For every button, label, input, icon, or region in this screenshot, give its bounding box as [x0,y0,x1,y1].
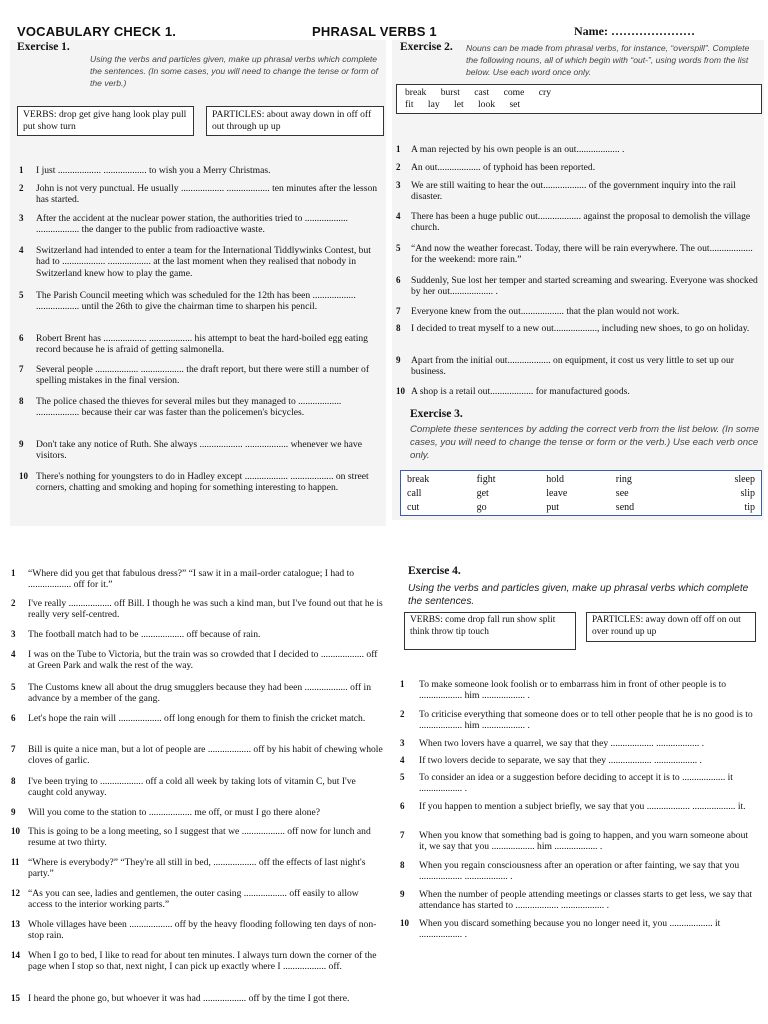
exercise-3-question: 12 “As you can see, ladies and gentlemen, the outer casing .................. off easily to allow access to the interior working parts.” [11,888,359,911]
verb-word: leave [546,488,568,499]
exercise-3-question: 3 The football match had to be .................. off because of rain. [11,629,261,640]
exercise-1-question: 4 Switzerland had intended to enter a team for the International Tiddlywinks Contest, but had to .................. .................. at the last moment when they realised that nobody in Switzerland knew how to play the game. [19,245,371,279]
exercise-4-question: 9 When the number of people attending meetings or classes starts to get less, we say that attendance has started to .................. .................. . [400,889,753,912]
verb-word: see [615,488,629,499]
exercise-3-question: 10 This is going to be a long meeting, so I suggest that we .................. off now for lunch and resume at two thirty. [11,826,371,849]
exercise-2-question: 4 There has been a huge public out.................. against the proposal to demolish the village church. [396,211,751,234]
exercise-4-question: 3 When two lovers have a quarrel, we say that they .................. .................. . [400,738,705,749]
exercise-3-question: 7 Bill is quite a nice man, but a lot of people are .................. off by his habit of chewing whole cloves of garlic. [11,744,383,767]
exercise-4-instructions: Using the verbs and particles given, make up phrasal verbs which complete the sentences. [408,583,749,607]
exercise-2-question: 10 A shop is a retail out.................. for manufactured goods. [396,386,630,397]
exercise-3-question: 2 I've really .................. off Bill. I though he was such a kind man, but I've found out that he is really very self-centred. [11,598,383,621]
exercise-2-question: 7 Everyone knew from the out.................. that the plan would not work. [396,306,680,317]
verb-word: ring [615,474,632,485]
exercise-4-question: 7 When you know that something bad is going to happen, and you warn someone about it, we say that you .................. him .................. . [400,830,749,853]
exercise-4-title: Exercise 4. [408,565,461,577]
verb-word: fight [476,474,496,485]
exercise-1-question: 8 The police chased the thieves for several miles but they managed to .................. .................. because their car was faster than the policemen's bicycles. [19,396,342,419]
worksheet-subtitle: PHRASAL VERBS 1 [312,24,437,39]
exercise-1-question: 3 After the accident at the nuclear power station, the authorities tried to .................. .................. the danger to the public from radioactive waste. [19,213,348,236]
exercise-3-question: 5 The Customs knew all about the drug smugglers because they had been .................. off in advance by a member of the gang. [11,682,371,705]
exercise-3-question: 8 I've been trying to .................. off a cold all week by taking lots of vitamin C, but I've caught cold anyway. [11,776,356,799]
exercise-4-question: 4 If two lovers decide to separate, we say that they .................. .................. . [400,755,702,766]
verb-word: go [476,502,487,513]
exercise-1-question: 7 Several people .................. .................. the draft report, but there were still a number of spelling mistakes in the final version. [19,364,370,387]
exercise-3-question: 4 I was on the Tube to Victoria, but the train was so crowded that I decided to .................. off at Green Park and walk the rest of the way. [11,649,378,672]
exercise-3-question: 6 Let's hope the rain will .................. off long enough for them to finish the cricket match. [11,713,366,724]
exercise-4-question: 6 If you happen to mention a subject briefly, we say that you .................. .................. it. [400,801,746,812]
name-field: Name: ………………… [574,24,695,38]
verb-word: get [476,488,489,499]
exercise-2-question: 8 I decided to treat myself to a new out.................., including new shoes, to go on holiday. [396,323,750,334]
exercise-1-question: 6 Robert Brent has .................. .................. his attempt to beat the hard-boiled egg eating record because he is afraid of getting salmonella. [19,333,368,356]
exercise-4-question: 5 To consider an idea or a suggestion before deciding to accept it is to .................. it .................. . [400,772,733,795]
exercise-3-question: 15 I heard the phone go, but whoever it was had .................. off by the time I got there. [11,993,350,1004]
exercise-3-question: 14 When I go to bed, I like to read for about ten minutes. I always turn down the corner of the page when I stop so that, next night, I can pick up exactly where I .................. off. [11,950,377,973]
exercise-1-verbs-box: VERBS: drop get give hang look play pull put show turn [17,106,194,136]
verb-word: slip [740,488,755,499]
exercise-4-particles-box: PARTICLES: away down off off on out over round up up [586,612,756,642]
exercise-2-question: 2 An out.................. of typhoid has been reported. [396,162,596,173]
exercise-2-instructions: Nouns can be made from phrasal verbs, for instance, “overspill”. Complete the following nouns, all of which begin with “out-”, using words from the list below. Use each word once only. [466,43,750,77]
exercise-1-question: 2 John is not very punctual. He usually .................. .................. ten minutes after the lesson has started. [19,183,378,206]
exercise-1-question: 9 Don't take any notice of Ruth. She always .................. .................. whenever we have visitors. [19,439,362,462]
word-box-line: break burst cast come cry [405,87,551,98]
exercise-3-question: 11 “Where is everybody?” “They're all still in bed, .................. off the effects of last night's party.” [11,857,366,880]
exercise-1-particles-box: PARTICLES: about away down in off off out through up up [206,106,384,136]
exercise-3-question: 13 Whole villages have been .................. off by the heavy flooding following ten days of non-stop rain. [11,919,377,942]
exercise-2-question: 6 Suddenly, Sue lost her temper and started screaming and swearing. Everyone was shocked by her out.................. . [396,275,758,298]
exercise-3-verb-box [400,470,762,516]
exercise-4-question: 10 When you discard something because you no longer need it, you .................. it .................. . [400,918,721,941]
exercise-1-question: 5 The Parish Council meeting which was scheduled for the 12th has been .................. .................. until the 26th to give the chairman time to sharpen his pencil. [19,290,356,313]
exercise-3-instructions: Complete these sentences by adding the correct verb from the list below. (In some cases, you will need to change the tense or form or the verb.) Use each verb once only. [410,424,760,461]
word-box-line: fit lay let look set [405,99,521,110]
exercise-2-question: 3 We are still waiting to hear the out.................. of the government inquiry into the rail disaster. [396,180,736,203]
exercise-1-instructions: Using the verbs and particles given, make up phrasal verbs which complete the sentences. (In some cases, you will need to change the tense or form of the verb.) [90,54,379,88]
exercise-2-word-box [396,84,762,114]
verb-word: call [407,488,422,499]
exercise-3-title: Exercise 3. [410,408,463,420]
verb-word: break [407,474,430,485]
verb-word: send [615,502,635,513]
exercise-4-question: 2 To criticise everything that someone does or to tell other people that he is no good is to .................. him .................. . [400,709,753,732]
exercise-2-question: 9 Apart from the initial out.................. on equipment, it cost us very little to set up our business. [396,355,734,378]
exercise-2-question: 1 A man rejected by his own people is an out.................. . [396,144,625,155]
verb-word: put [546,502,559,513]
exercise-1-question: 10 There's nothing for youngsters to do in Hadley except .................. .................. on street corners, chatting and smoking and hoping for something interesting to happen. [19,471,369,494]
verb-grid [407,473,755,514]
exercise-3-question: 1 “Where did you get that fabulous dress?” “I saw it in a mail-order catalogue; I had to .................. off for it.” [11,568,355,591]
exercise-3-question: 9 Will you come to the station to .................. me off, or must I go there alone? [11,807,320,818]
exercise-4-question: 1 To make someone look foolish or to embarrass him in front of other people is to .................. him .................. . [400,679,727,702]
exercise-1-title: Exercise 1. [17,41,70,53]
verb-word: cut [407,502,420,513]
exercise-2-question: 5 “And now the weather forecast. Today, there will be rain everywhere. The out.................. for the weekend: more rain.” [396,243,753,266]
verb-word: sleep [734,474,755,485]
exercise-1-question: 1 I just .................. .................. to wish you a Merry Christmas. [19,165,271,176]
worksheet-title: VOCABULARY CHECK 1. [17,24,177,39]
verb-word: hold [546,474,564,485]
exercise-2-title: Exercise 2. [400,41,453,53]
exercise-4-verbs-box: VERBS: come drop fall run show split think throw tip touch [404,612,576,650]
exercise-4-question: 8 When you regain consciousness after an operation or after fainting, we say that you .................. .................. . [400,860,740,883]
verb-word: tip [744,502,755,513]
